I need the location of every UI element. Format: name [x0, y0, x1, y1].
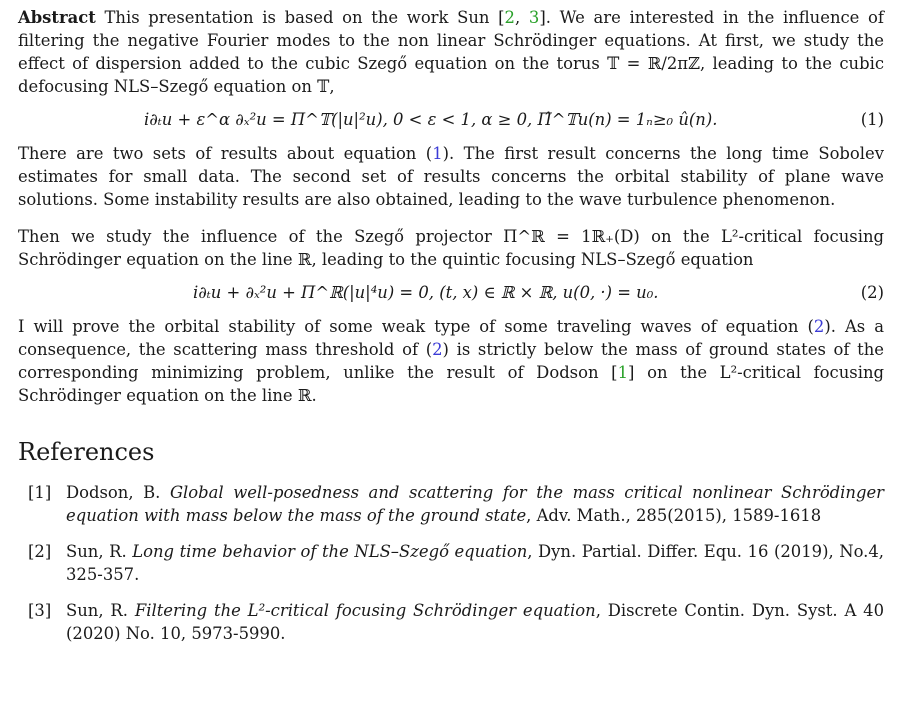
equation-ref-link-2a[interactable]: 2	[813, 317, 825, 336]
reference-item-1	[28, 481, 884, 527]
reference-label-2: [2]	[28, 542, 52, 561]
reference-title-2: Long time behavior of the NLS–Szegő equation	[132, 542, 528, 561]
reference-title-1: Global well-posedness and scattering for the mass critical nonlinear Schrödinger equation with mass below the mass of the ground state	[66, 483, 885, 525]
citation-link-1[interactable]: 1	[617, 363, 629, 382]
abstract-paragraph-2	[18, 142, 884, 211]
paragraph-3-text: Then we study the influence of the Szegő projector Π^ℝ = 1ℝ₊(D) on the L²-critical focusing Schrödinger equation on the line ℝ, leading to the quintic focusing NLS–Szegő equation	[18, 227, 884, 269]
equation-1-body: i∂ₜu + ε^α ∂ₓ²u = Π^𝕋(|u|²u), 0 < ε < 1, α ≥ 0, Π̂^𝕋u(n) = 1ₙ≥₀ û(n).	[144, 110, 718, 129]
abstract-text-b: ]. We are interested in the influence of filtering the negative Fourier modes to the non linear Schrödinger equations. At first, we study the effect of dispersion added to the cubic Szegő equation on the torus 𝕋 = ℝ/2πℤ, leading to the cubic defocusing NLS–Szegő equation on 𝕋,	[18, 8, 884, 96]
abstract-heading: Abstract	[18, 8, 96, 27]
citation-link-3[interactable]: 3	[528, 8, 540, 27]
abstract-paragraph-3	[18, 225, 884, 271]
equation-2-body: i∂ₜu + ∂ₓ²u + Π^ℝ(|u|⁴u) = 0, (t, x) ∈ ℝ × ℝ, u(0, ·) = u₀.	[193, 283, 659, 302]
reference-source-2: , Dyn. Partial. Differ. Equ. 16 (2019), No.4, 325-357.	[66, 542, 884, 584]
equation-1-number: (1)	[860, 110, 884, 129]
abstract-paragraph-1	[18, 6, 884, 98]
equation-1	[18, 108, 884, 132]
reference-author-3: Sun, R.	[66, 601, 128, 620]
paragraph-gap	[18, 211, 884, 225]
reference-label-3: [3]	[28, 601, 52, 620]
equation-2	[18, 281, 884, 305]
citation-link-2[interactable]: 2	[504, 8, 515, 27]
reference-item-3	[28, 599, 884, 645]
abstract-paragraph-4	[18, 315, 884, 407]
equation-ref-link-2b[interactable]: 2	[432, 340, 443, 359]
reference-item-2	[28, 540, 884, 586]
paragraph-4-text-b: ). As a consequence, the scattering mass threshold of (	[18, 317, 885, 359]
reference-label-1: [1]	[28, 483, 52, 502]
reference-author-1: Dodson, B.	[66, 483, 161, 502]
paragraph-4-text-d: ] on the L²-critical focusing Schrödinger equation on the line ℝ.	[18, 363, 884, 405]
paragraph-2-text-b: ). The first result concerns the long time Sobolev estimates for small data. The second set of results concerns the orbital stability of plane wave solutions. Some instability results are also obtained, leading to the wave turbulence phenomenon.	[18, 144, 884, 209]
equation-ref-link-1[interactable]: 1	[432, 144, 443, 163]
citation-separator: ,	[514, 8, 529, 27]
reference-source-1: , Adv. Math., 285(2015), 1589-1618	[526, 506, 822, 525]
reference-author-2: Sun, R.	[66, 542, 127, 561]
paragraph-4-text-a: I will prove the orbital stability of some weak type of some traveling waves of equation (	[18, 317, 814, 336]
references-title: References	[18, 438, 155, 466]
abstract-text-a: This presentation is based on the work Sun [	[104, 8, 505, 27]
reference-source-3: , Discrete Contin. Dyn. Syst. A 40 (2020) No. 10, 5973-5990.	[66, 601, 884, 643]
paragraph-2-text-a: There are two sets of results about equation (	[18, 144, 433, 163]
reference-title-3: Filtering the L²-critical focusing Schrödinger equation	[134, 601, 596, 620]
paragraph-4-text-c: ) is strictly below the mass of ground states of the corresponding minimizing problem, unlike the result of Dodson [	[18, 340, 884, 382]
equation-2-number: (2)	[860, 283, 884, 302]
